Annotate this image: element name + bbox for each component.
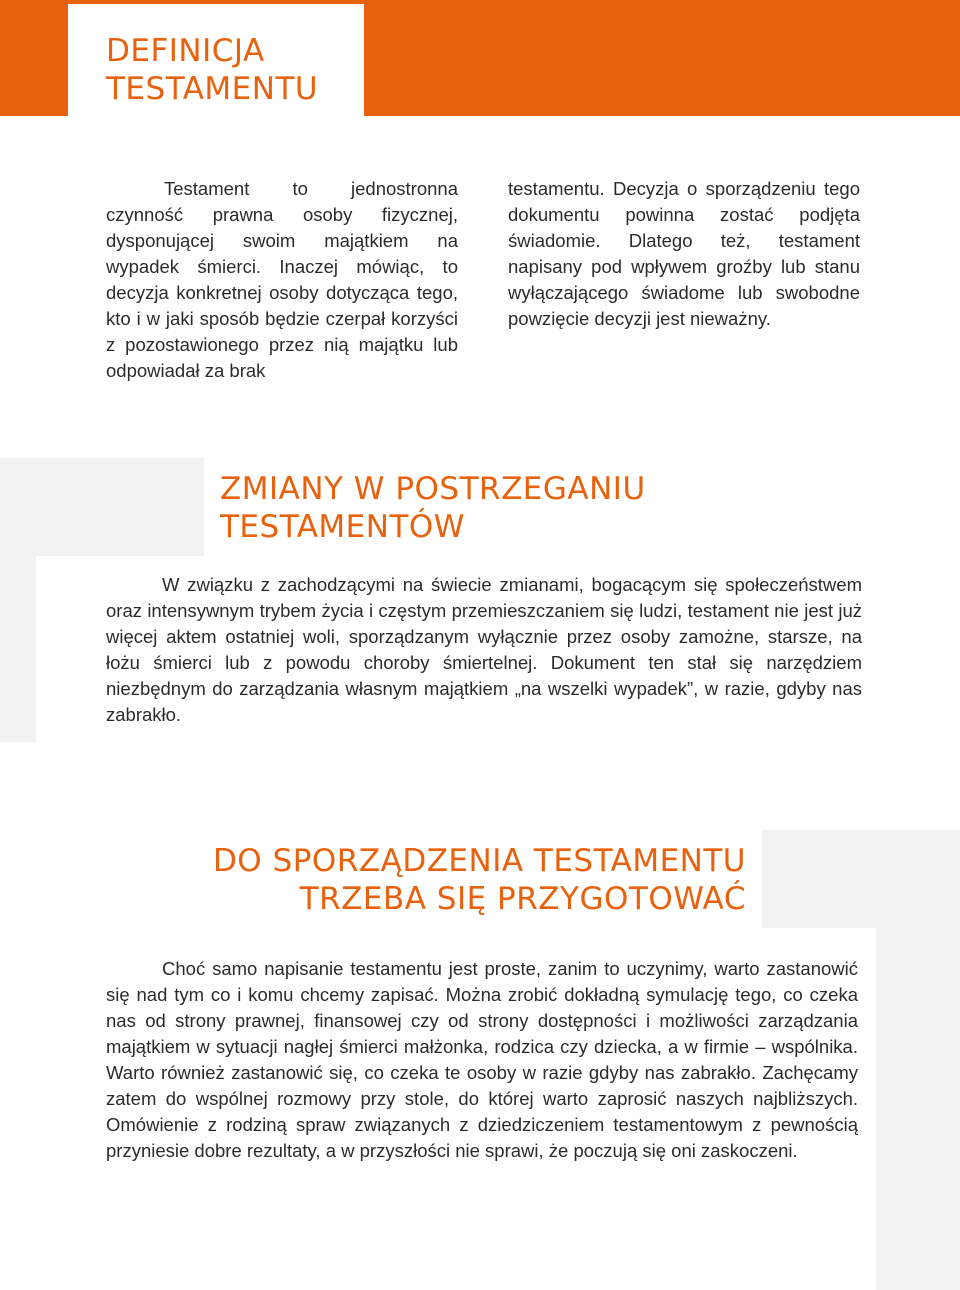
title-line: TESTAMENTU [106, 71, 319, 107]
title-line: ZMIANY W POSTRZEGANIU [220, 471, 646, 507]
title-line: DO SPORZĄDZENIA TESTAMENTU [212, 843, 746, 879]
definition-text-left: Testament to jednostronna czynność prawna osoby fizycznej, dysponującej swoim majątkiem na wypadek śmierci. Inaczej mówiąc, to decyzja konkretnej osoby dotycząca tego, kto i w jaki sposób będzie czerpał korzyści z pozostawionego przez nią majątku lub odpowiadał za brak [106, 178, 458, 381]
section-title-zmiany [220, 470, 740, 546]
preparation-text: Choć samo napisanie testamentu jest proste, zanim to uczynimy, warto zastanowić się nad tym co i komu chcemy zapisać. Można zrobić dokładną symulację tego, co czeka nas od strony prawnej, finansowej czy od strony dostępności i możliwości zarządzania majątkiem w sytuacji nagłej śmierci małżonka, rodzica czy dziecka, a w firmie – wspólnika. Warto również zastanowić się, co czeka te osoby w razie gdyby nas zabrakło. Zachęcamy zatem do wspólnej rozmowy przy stole, do której warto zaprosić naszych najbliższych. Omówienie z rodziną spraw związanych z dziedziczeniem testamentowym z pewnością przyniesie dobre rezultaty, a w przyszłości nie sprawi, że poczują się oni zaskoczeni. [106, 958, 858, 1161]
section-title-przygotowanie [150, 842, 746, 918]
changes-text: W związku z zachodzącymi na świecie zmianami, bogacącym się społeczeństwem oraz intensywnym trybem życia i częstym przemieszczaniem się ludzi, testament nie jest już więcej aktem ostatniej woli, sporządzanym wyłącznie przez osoby zamożne, starsze, na łożu śmierci lub z powodu choroby śmiertelnej. Dokument ten stał się narzędziem niezbędnym do zarządzania własnym majątkiem „na wszelki wypadek”, w razie, gdyby nas zabrakło. [106, 574, 862, 725]
title-line: TESTAMENTÓW [220, 509, 465, 545]
definition-text-right: testamentu. Decyzja o sporządzeniu tego dokumentu powinna zostać podjęta świadomie. Dlatego też, testament napisany pod wpływem groźby lub stanu wyłączającego świadome lub swobodne powzięcie decyzji jest nieważny. [508, 178, 860, 329]
title-line: TRZEBA SIĘ PRZYGOTOWAĆ [299, 881, 746, 917]
section-title-definicja [106, 32, 366, 108]
title-line: DEFINICJA [106, 33, 265, 69]
